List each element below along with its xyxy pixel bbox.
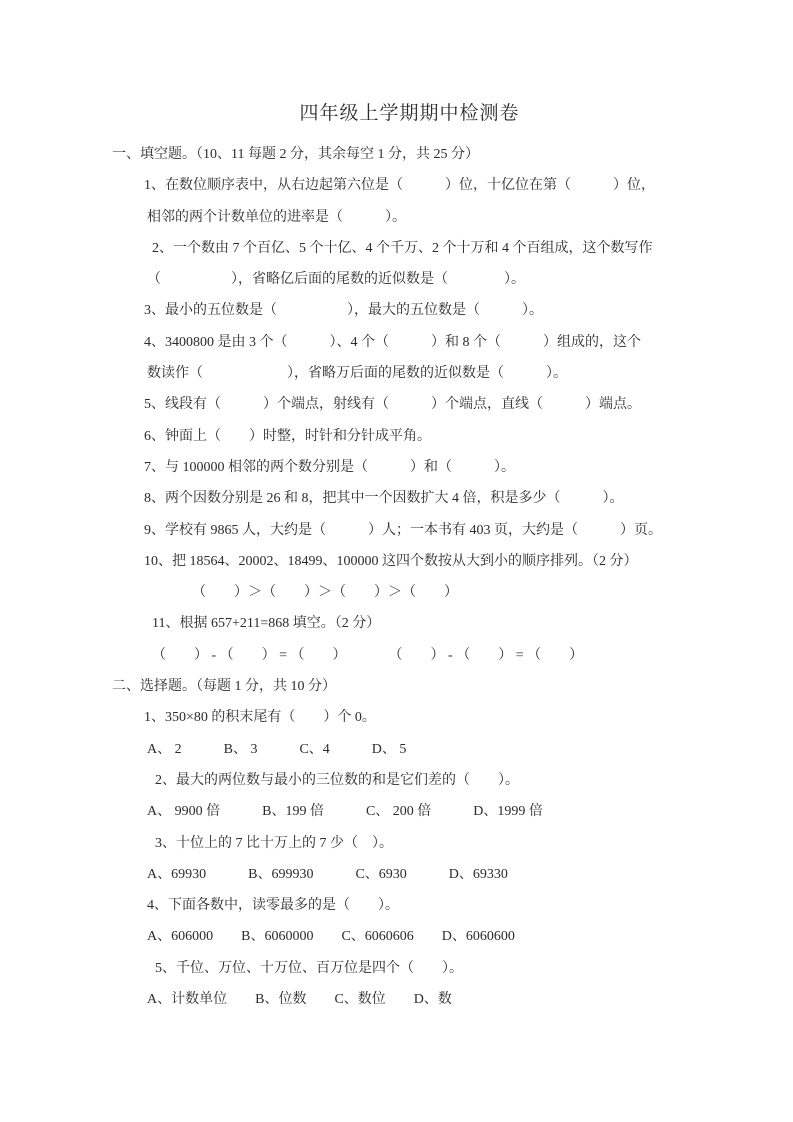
s2-q3-choices: A、69930 B、699930 C、6930 D、69330	[147, 866, 508, 882]
s1-q9: 9、学校有 9865 人，大约是（ ）人；一本书有 403 页，大约是（ ）页。	[144, 522, 662, 538]
s1-q5: 5、线段有（ ）个端点，射线有（ ）个端点，直线（ ）端点。	[144, 397, 641, 413]
s1-q11-answer-row: （ ） - （ ） = （ ） （ ） - （ ） = （ ）	[152, 647, 584, 663]
exam-title: 四年级上学期期中检测卷	[299, 103, 520, 124]
s1-q10-answer-row: （ ）＞（ ）＞（ ）＞（ ）	[192, 585, 458, 601]
s1-q3: 3、最小的五位数是（ ），最大的五位数是（ ）。	[144, 303, 543, 319]
s2-q1-choices: A、 2 B、 3 C、4 D、 5	[147, 741, 407, 757]
section1-heading: 一、填空题。（10、11 每题 2 分，其余每空 1 分，共 25 分）	[112, 147, 479, 162]
s1-q10-line1: 10、把 18564、20002、18499、100000 这四个数按从大到小的顺序排列。（2 分）	[144, 553, 638, 569]
s2-q5-choices: A、计数单位 B、位数 C、数位 D、数	[147, 992, 452, 1008]
s1-q6: 6、钟面上（ ）时整，时针和分针成平角。	[144, 428, 431, 444]
s1-q2-line2: （ ），省略亿后面的尾数的近似数是（ ）。	[147, 272, 525, 288]
s2-q1: 1、350×80 的积末尾有（ ）个 0。	[144, 710, 376, 726]
s2-q4: 4、下面各数中，读零最多的是（ ）。	[147, 898, 399, 914]
s2-q4-choices: A、606000 B、6060000 C、6060606 D、6060600	[147, 929, 515, 945]
s1-q4-line2: 数读作（ ），省略万后面的尾数的近似数是（ ）。	[147, 366, 567, 382]
s1-q2-line1: 2、一个数由 7 个百亿、5 个十亿、4 个千万、2 个十万和 4 个百组成，这个数写作	[152, 240, 653, 256]
s1-q7: 7、与 100000 相邻的两个数分别是（ ）和（ ）。	[144, 459, 515, 475]
s1-q11-line1: 11、根据 657+211=868 填空。（2 分）	[152, 616, 381, 632]
s2-q2-choices: A、 9900 倍 B、199 倍 C、 200 倍 D、1999 倍	[147, 804, 543, 820]
s1-q1-line1: 1、在数位顺序表中，从右边起第六位是（ ）位，十亿位在第（ ）位，	[144, 178, 655, 194]
s1-q8: 8、两个因数分别是 26 和 8，把其中一个因数扩大 4 倍，积是多少（ ）。	[144, 491, 624, 507]
s2-q3: 3、十位上的 7 比十万上的 7 少（ ）。	[155, 835, 393, 851]
s2-q5: 5、千位、万位、十万位、百万位是四个（ ）。	[155, 960, 463, 976]
section2-heading: 二、选择题。（每题 1 分，共 10 分）	[112, 679, 336, 695]
s1-q4-line1: 4、3400800 是由 3 个（ ）、4 个（ ）和 8 个（ ）组成的，这个	[144, 334, 641, 350]
exam-body	[0, 139, 793, 1015]
s2-q2: 2、最大的两位数与最小的三位数的和是它们差的（ ）。	[155, 772, 519, 788]
s1-q1-line2: 相邻的两个计数单位的进率是（ ）。	[147, 209, 406, 225]
